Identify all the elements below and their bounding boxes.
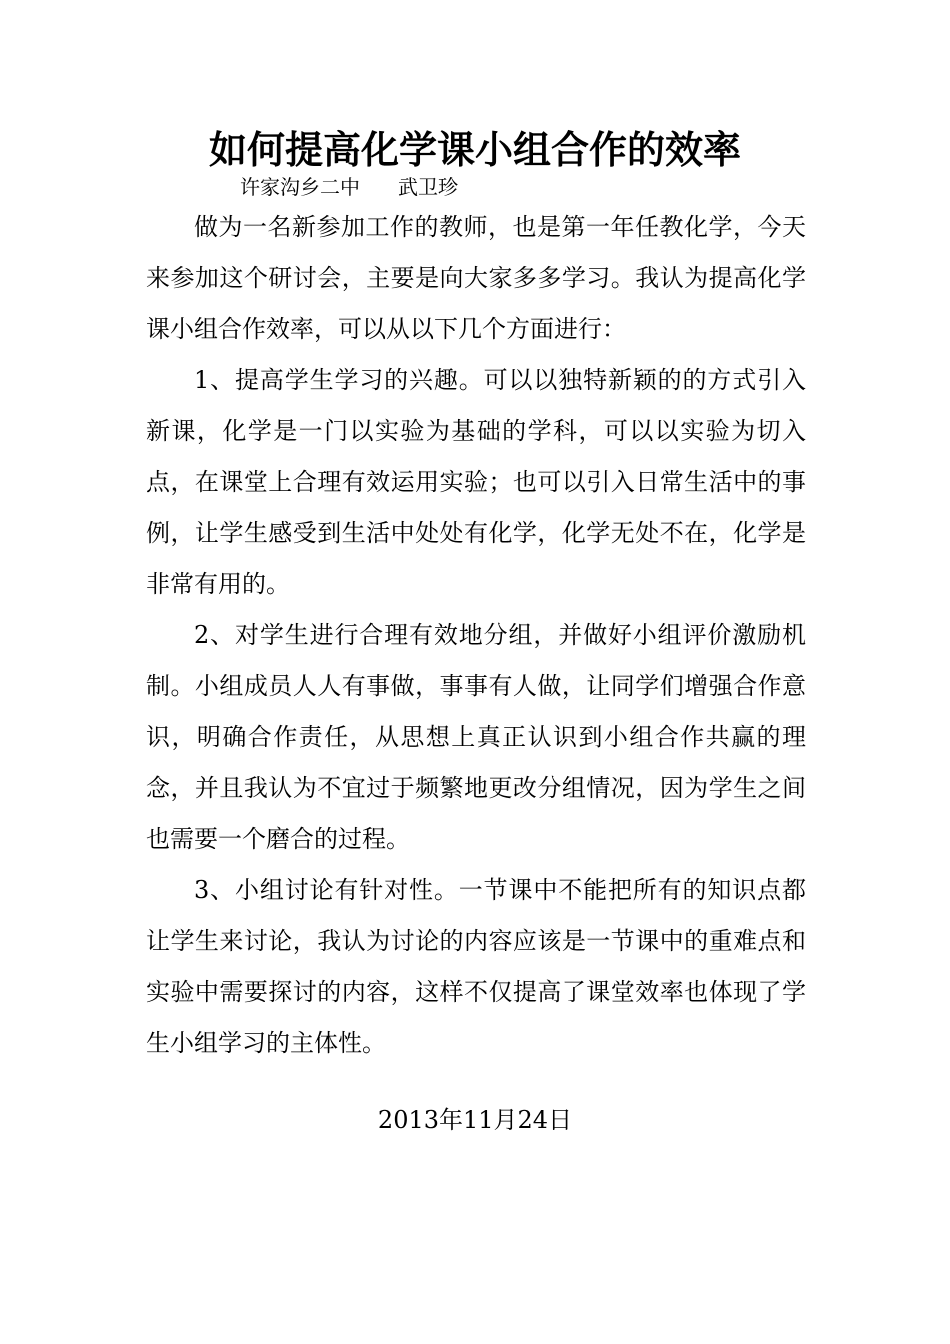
author-name: 武卫珍	[398, 175, 458, 199]
paragraph-point-3: 3、小组讨论有针对性。一节课中不能把所有的知识点都让学生来讨论，我认为讨论的内容应该是一节课中的重难点和实验中需要探讨的内容，这样不仅提高了课堂效率也体现了学生小组学习的主体性。	[146, 876, 806, 1057]
document-title: 如何提高化学课小组合作的效率	[208, 127, 741, 172]
school-name: 许家沟乡二中	[240, 175, 360, 199]
byline	[240, 174, 458, 200]
paragraph-point-2: 2、对学生进行合理有效地分组，并做好小组评价激励机制。小组成员人人有事做，事事有人做，让同学们增强合作意识，明确合作责任，从思想上真正认识到小组合作共赢的理念，并且我认为不宜过于频繁地更改分组情况，因为学生之间也需要一个磨合的过程。	[146, 621, 806, 853]
document-date: 2013年11月24日	[377, 1106, 573, 1134]
paragraph-point-1: 1、提高学生学习的兴趣。可以以独特新颖的的方式引入新课，化学是一门以实验为基础的学科，可以以实验为切入点，在课堂上合理有效运用实验；也可以引入日常生活中的事例，让学生感受到生活中处处有化学，化学无处不在，化学是非常有用的。	[146, 366, 806, 598]
paragraph-intro: 做为一名新参加工作的教师，也是第一年任教化学，今天来参加这个研讨会，主要是向大家多多学习。我认为提高化学课小组合作效率，可以从以下几个方面进行：	[146, 213, 806, 343]
document-body	[146, 202, 806, 1069]
